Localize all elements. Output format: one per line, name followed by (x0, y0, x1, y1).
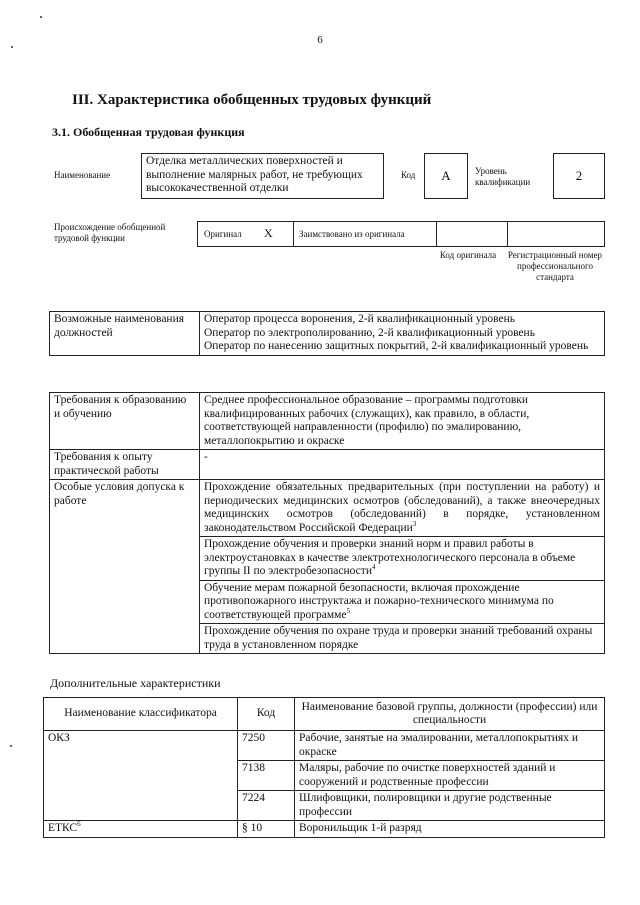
footnote-ref: 3 (412, 519, 417, 528)
special-condition-item: Прохождение обучения и проверки знаний норм и правил работы в электроустановках в качестве электротехнологического персонала в объеме группы II по электробезопасности$^4$ (200, 537, 605, 581)
name-label: Наименование (54, 170, 111, 180)
origin-row (197, 221, 605, 247)
okz-name: Маляры, рабочие по очистке поверхностей зданий и сооружений и родственные профессии (295, 761, 605, 791)
scan-dot (11, 46, 13, 48)
position-item: Оператор процесса воронения, 2-й квалификационный уровень (204, 313, 516, 325)
reg-number-caption: Регистрационный номер профессионального стандарта (507, 250, 603, 282)
etks-code: § 10 (238, 821, 295, 838)
function-name-box: Отделка металлических поверхностей и выполнение малярных работ, не требующих высококачественной отделки (141, 153, 384, 199)
okz-code: 7138 (238, 761, 295, 791)
footnote-ref: 6 (77, 820, 81, 829)
position-item: Оператор по электрополированию, 2-й квалификационный уровень (204, 326, 535, 339)
okz-code: 7250 (238, 731, 295, 761)
okz-name: Шлифовщики, полировщики и другие родственные профессии (295, 791, 605, 821)
original-mark: X (264, 226, 273, 240)
positions-table (49, 311, 605, 356)
subsection-title: 3.1. Обобщенная трудовая функция (52, 125, 245, 139)
original-label: Оригинал (204, 229, 242, 239)
experience-label: Требования к опыту практической работы (50, 450, 200, 480)
code-label: Код (401, 170, 416, 180)
okz-name: Рабочие, занятые на эмалировании, металлопокрытиях и окраске (295, 731, 605, 761)
etks-label: ЕТКС$^6$ (44, 821, 238, 838)
scan-dot (10, 745, 12, 747)
page-number: 6 (317, 34, 323, 46)
origin-label: Происхождение обобщенной трудовой функции (54, 222, 166, 243)
code-original-caption: Код оригинала (439, 250, 497, 260)
special-condition-item: Прохождение обязательных предварительных (при поступлении на работу) и периодических медицинских осмотров (обследований), а также внеочередных медицинских осмотров (обследований) в порядке, установленном законодательством Российской Федерации$^3$ (200, 480, 605, 537)
level-label: Уровень квалификации (475, 166, 531, 187)
borrowed-label: Заимствовано из оригинала (299, 229, 405, 239)
header-code: Код (238, 698, 295, 731)
header-classifier: Наименование классификатора (44, 698, 238, 731)
header-group-name: Наименование базовой группы, должности (профессии) или специальности (295, 698, 605, 731)
education-label: Требования к образованию и обучению (50, 393, 200, 450)
positions-label: Возможные наименования должностей (50, 312, 200, 356)
special-condition-item: Прохождение обучения по охране труда и проверки знаний требований охраны труда в установленном порядке (200, 624, 605, 654)
additional-title: Дополнительные характеристики (50, 676, 221, 690)
experience-value: - (200, 450, 605, 480)
okz-label: ОКЗ (44, 731, 238, 821)
special-conditions-label: Особые условия допуска к работе (50, 480, 200, 654)
okz-code: 7224 (238, 791, 295, 821)
code-value-box: A (424, 153, 468, 199)
positions-list (200, 312, 605, 356)
requirements-table (49, 392, 605, 654)
level-value-box: 2 (553, 153, 605, 199)
etks-name: Воронильщик 1-й разряд (295, 821, 605, 838)
origin-divider (436, 222, 437, 246)
origin-divider (293, 222, 294, 246)
section-title: III. Характеристика обобщенных трудовых функций (72, 92, 432, 108)
footnote-ref: 5 (346, 606, 350, 615)
scan-dot (40, 16, 42, 18)
footnote-ref: 4 (371, 563, 376, 572)
special-condition-item: Обучение мерам пожарной безопасности, включая прохождение противопожарного инструктажа и пожарно-технического минимума по соответствующей программе$^5$ (200, 580, 605, 624)
education-value: Среднее профессиональное образование – программы подготовки квалифицированных рабочих (служащих), как правило, в области, соответствующей направленности (профилю) по эмалированию, металлопокрытию и окраске (200, 393, 605, 450)
classifier-table (43, 697, 605, 838)
origin-divider (507, 222, 508, 246)
position-item: Оператор по нанесению защитных покрытий, 2-й квалификационный уровень (204, 340, 589, 352)
